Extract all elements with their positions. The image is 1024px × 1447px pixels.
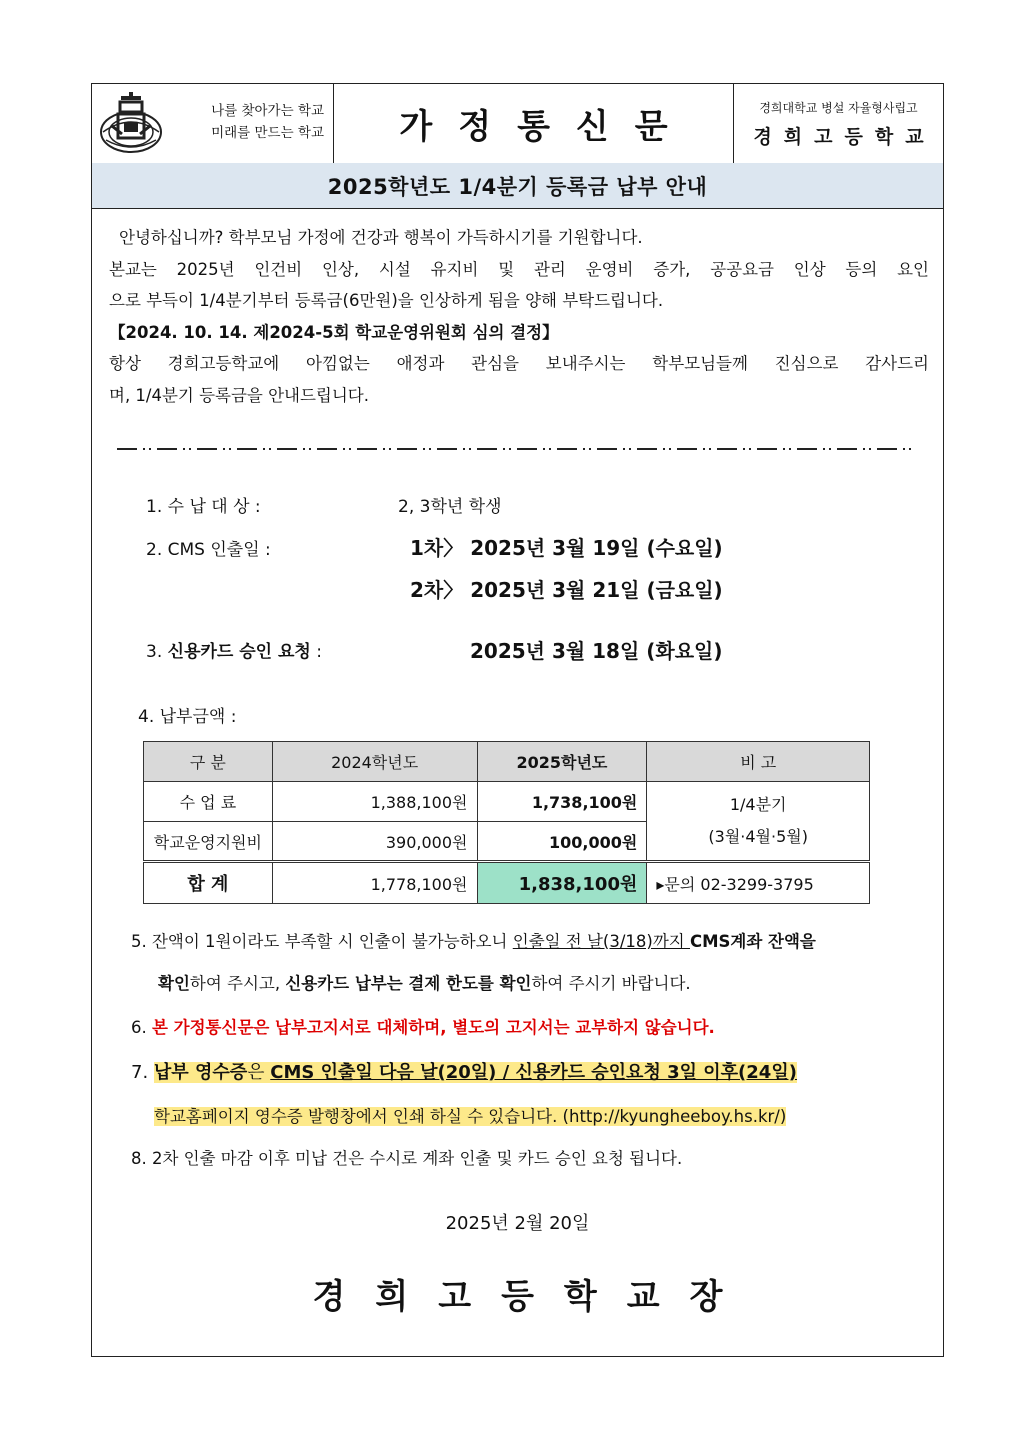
intro-line-5: 며, 1/4분기 등록금을 안내드립니다. [109,385,369,405]
header-category: 구 분 [144,742,273,782]
intro-line-4: 항상 경희고등학교에 아낌없는 애정과 관심을 보내주시는 학부모님들께 진심으로 감사드리 [109,354,929,373]
header-2024: 2024학년도 [272,742,477,782]
note-7-text: 은 [247,1062,271,1083]
total-2024: 1,778,100원 [272,862,477,904]
cms-first-date: 1차〉 2025년 3월 19일 (수요일) [410,536,723,560]
committee-decision: 【2024. 10. 14. 제2024-5회 학교운영위원회 심의 결정】 [109,322,559,342]
row-2025: 1,738,100원 [477,782,647,822]
issue-date: 2025년 2월 20일 [445,1213,590,1234]
note-5-text-3: 하여 주시기 바랍니다. [531,974,691,993]
row-2025: 100,000원 [477,822,647,862]
card-approval-row [146,637,322,662]
row-item: 학교운영지원비 [144,822,273,862]
amount-label: 4. 납부금액 : [138,707,237,727]
cms-second-date: 2차〉 2025년 3월 21일 (금요일) [410,578,723,602]
note-5-line-2 [158,970,691,994]
card-label: 신용카드 승인 요청 [167,642,311,662]
newsletter-title-cell [334,84,734,163]
intro-line-3: 으로 부득이 1/4분기부터 등록금(6만원)을 인상하게 됨을 양해 부탁드립니다. [109,291,664,310]
note-5-text-2: 하여 주시고, [189,974,286,993]
notice-title: 2025학년도 1/4분기 등록금 납부 안내 [92,163,943,209]
header-2025: 2025학년도 [477,742,647,782]
note-5-cms: CMS계좌 잔액을 [690,932,816,951]
logo-cell [92,84,334,163]
total-2025: 1,838,100원 [477,862,647,904]
remark-period [647,782,870,862]
total-row [144,862,870,904]
slogan-line-2: 미래를 만드는 학교 [211,125,324,141]
slogan-line-1: 나를 찾아가는 학교 [211,103,324,119]
remark-line-1: 1/4분기 [729,795,787,814]
divider-line [117,444,912,454]
note-7-line-1 [131,1058,797,1084]
note-5-confirm: 확인 [158,974,190,993]
note-6-number: 6. [131,1018,152,1037]
card-number: 3. [146,642,163,662]
note-7-homepage: 학교홈페이지 영수증 발행창에서 인쇄 하실 수 있습니다. (http://kyungheeboy.hs.kr/) [154,1107,787,1126]
card-approval-date: 2025년 3월 18일 (화요일) [470,639,723,663]
note-7-number: 7. [131,1062,154,1083]
dashed-divider [117,439,912,449]
contact-phone: ▸문의 02-3299-3795 [647,862,870,904]
school-name: 경희고등학교 [753,125,936,148]
total-label: 합 계 [144,862,273,904]
note-5-deadline: 인출일 전 날(3/18)까지 [512,932,690,951]
letterhead [92,84,943,164]
school-slogan [184,100,324,144]
target-value: 2, 3학년 학생 [398,497,502,517]
principal-signature: 경희고등학교장 [312,1277,753,1317]
document-frame [91,83,944,1357]
row-2024: 390,000원 [272,822,477,862]
header-remark: 비 고 [647,742,870,782]
cms-label: 2. CMS 인출일 : [146,540,271,560]
school-cell [734,84,943,163]
note-7-dates: CMS 인출일 다음 날(20일) / 신용카드 승인요청 3일 이후(24일) [270,1062,797,1083]
fee-table [143,741,870,904]
card-colon: : [316,642,322,662]
note-5-text: 5. 잔액이 1원이라도 부족할 시 인출이 불가능하오니 [131,932,513,951]
school-affiliation: 경희대학교 병설 자율형사립고 [759,100,918,115]
row-item: 수 업 료 [144,782,273,822]
intro-paragraph [109,222,929,411]
row-2024: 1,388,100원 [272,782,477,822]
note-5-card: 신용카드 납부는 결제 한도를 확인 [285,974,532,993]
intro-line-2: 본교는 2025년 인건비 인상, 시설 유지비 및 관리 운영비 증가, 공공요금 인상 등의 요인 [109,259,929,279]
school-emblem-icon [98,92,164,156]
target-label: 1. 수 납 대 상 : [146,497,261,517]
greeting-line: 안녕하십니까? 학부모님 가정에 건강과 행복이 가득하시기를 기원합니다. [119,228,643,247]
note-7-receipt: 납부 영수증 [153,1062,248,1083]
note-5-line-1 [131,928,816,952]
fee-table-header [144,742,870,782]
newsletter-title: 가정통신문 [399,107,694,147]
table-row [144,782,870,822]
note-8: 8. 2차 인출 마감 이후 미납 건은 수시로 계좌 인출 및 카드 승인 요청 됩니다. [131,1149,683,1168]
note-6-text: 본 가정통신문은 납부고지서로 대체하며, 별도의 고지서는 교부하지 않습니다. [152,1018,715,1037]
remark-line-2: (3월·4월·5월) [708,827,808,846]
note-7-line-2 [154,1103,786,1127]
note-6 [131,1014,715,1038]
